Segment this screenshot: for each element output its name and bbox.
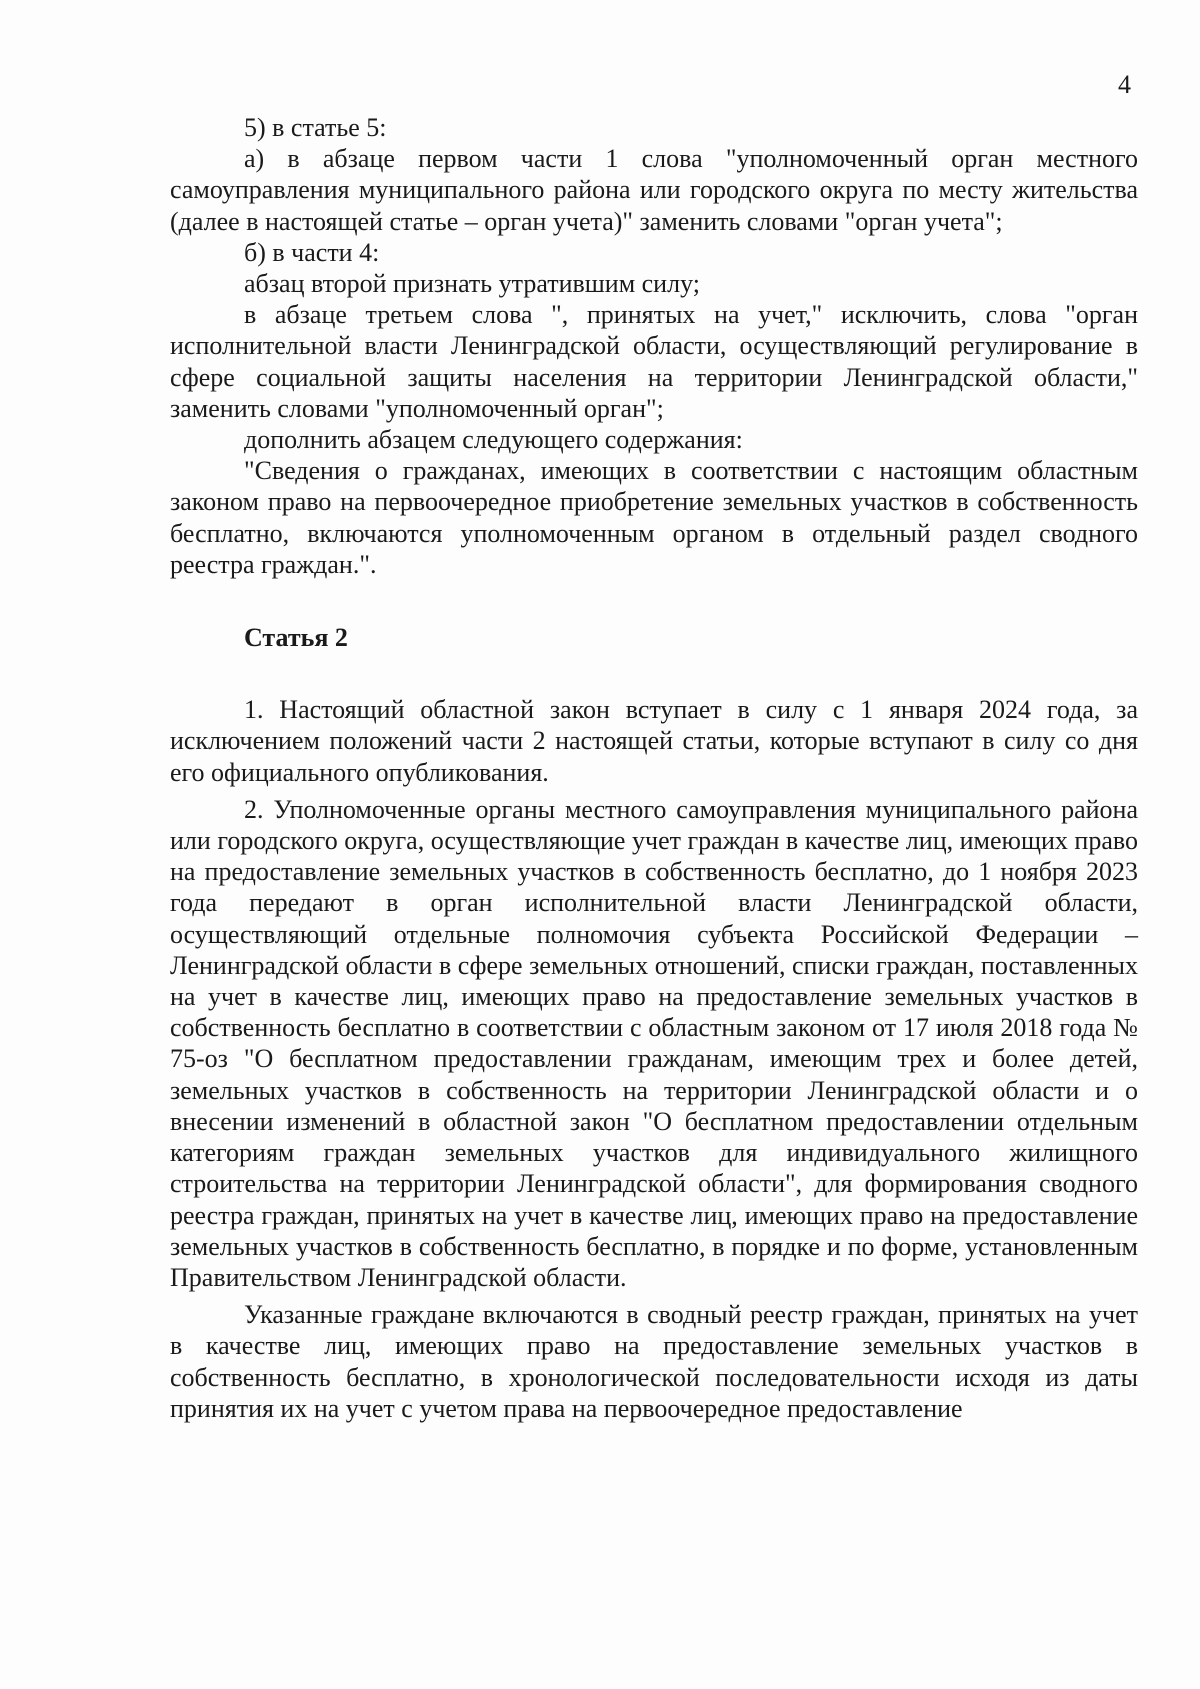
page-number: 4 — [1118, 70, 1131, 99]
spacer — [170, 653, 1138, 694]
paragraph: абзац второй признать утратившим силу; — [244, 269, 700, 299]
article-heading: Статья 2 — [244, 623, 348, 653]
paragraph: "Сведения о гражданах, имеющих в соответствии с настоящим областным законом право на первоочередное приобретение земельных участков в собственность бесплатно, включаются уполномоченным органом в отдельный раздел сводного реестра граждан.". — [170, 456, 1138, 579]
spacer — [170, 580, 1138, 622]
paragraph: 5) в статье 5: — [244, 113, 387, 142]
document-body — [170, 112, 1138, 1424]
paragraph: в абзаце третьем слова ", принятых на учет," исключить, слова "орган исполнительной власти Ленинградской области, осуществляющий регулирование в сфере социальной защиты населения на территории Ленинградской области," заменить словами "уполномоченный орган"; — [170, 300, 1138, 423]
paragraph: 2. Уполномоченные органы местного самоуправления муниципального района или городского округа, осуществляющие учет граждан в качестве лиц, имеющих право на предоставление земельных участков в собственность бесплатно, до 1 ноября 2023 года передают в орган исполнительной власти Ленинградской области, осуществляющий отдельные полномочия субъекта Российской Федерации – Ленинградской области в сфере земельных отношений, списки граждан, поставленных на учет в качестве лиц, имеющих право на предоставление земельных участков в собственность бесплатно в соответствии с областным законом от 17 июля 2018 года № 75-оз "О бесплатном предоставлении гражданам, имеющим трех и более детей, земельных участков в собственность на территории Ленинградской области и о внесении изменений в областной закон "О бесплатном предоставлении отдельным категориям граждан земельных участков для индивидуального жилищного строительства на территории Ленинградской области", для формирования сводного реестра граждан, принятых на учет в качестве лиц, имеющих право на предоставление земельных участков в собственность бесплатно, в порядке и по форме, установленным Правительством Ленинградской области. — [170, 794, 1138, 1292]
paragraph: а) в абзаце первом части 1 слова "уполномоченный орган местного самоуправления муниципального района или городского округа по месту жительства (далее в настоящей статье – орган учета)" заменить словами "орган учета"; — [170, 144, 1138, 236]
paragraph: Указанные граждане включаются в сводный реестр граждан, принятых на учет в качестве лиц, имеющих право на предоставление земельных участков в собственность бесплатно, в хронологической последовательности исходя из даты принятия их на учет с учетом права на первоочередное предоставление — [170, 1300, 1138, 1423]
paragraph: б) в части 4: — [244, 237, 380, 267]
paragraph: 1. Настоящий областной закон вступает в силу с 1 января 2024 года, за исключением положений части 2 настоящей статьи, которые вступают в силу со дня его официального опубликования. — [170, 695, 1138, 787]
paragraph: дополнить абзацем следующего содержания: — [244, 425, 743, 455]
